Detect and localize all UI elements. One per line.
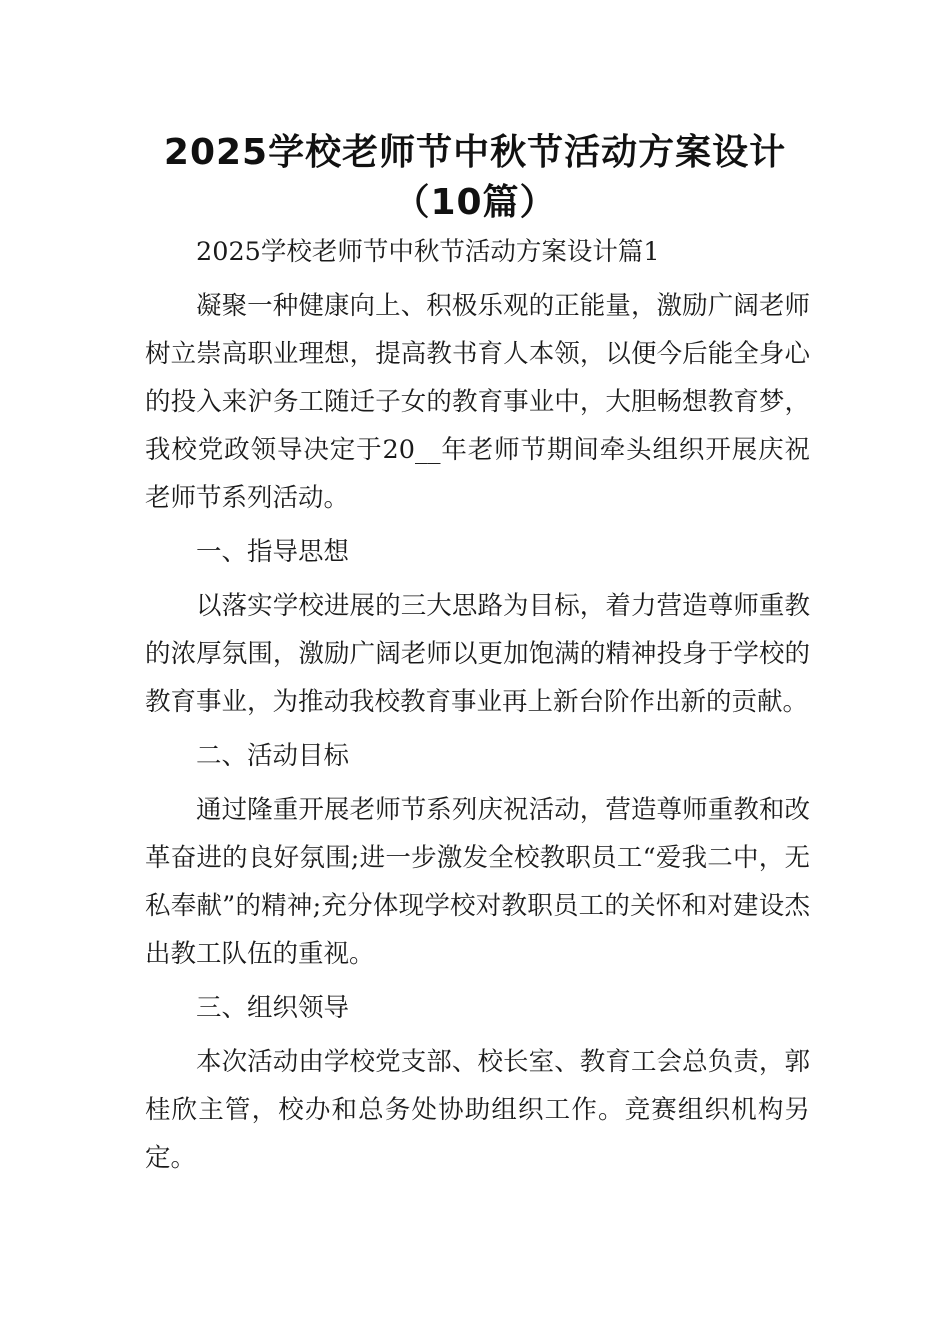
intro-paragraph: 凝聚一种健康向上、积极乐观的正能量，激励广阔老师树立崇高职业理想，提高教书育人本领，以便今后能全身心的投入来沪务工随迁子女的教育事业中，大胆畅想教育梦，我校党政领导决定于20__年老师节期间牵头组织开展庆祝老师节系列活动。 [145,291,810,513]
guiding-ideology-paragraph: 以落实学校进展的三大思路为目标，着力营造尊师重教的浓厚氛围，激励广阔老师以更加饱满的精神投身于学校的教育事业，为推动我校教育事业再上新台阶作出新的贡献。 [145,591,810,717]
document-title: 2025学校老师节中秋节活动方案设计（10篇） [163,132,787,223]
heading-guiding-ideology: 一、指导思想 [196,537,350,567]
document-body [145,228,810,1188]
organization-paragraph: 本次活动由学校党支部、校长室、教育工会总负责，郭桂欣主管，校办和总务处协助组织工作。竞赛组织机构另定。 [145,1047,810,1173]
section-subtitle: 2025学校老师节中秋节活动方案设计篇1 [196,237,660,267]
heading-activity-goals: 二、活动目标 [196,741,350,771]
activity-goals-paragraph: 通过隆重开展老师节系列庆祝活动，营造尊师重教和改革奋进的良好氛围;进一步激发全校教职员工“爱我二中，无私奉献”的精神;充分体现学校对教职员工的关怀和对建设杰出教工队伍的重视。 [145,795,810,969]
heading-organization: 三、组织领导 [196,993,350,1023]
